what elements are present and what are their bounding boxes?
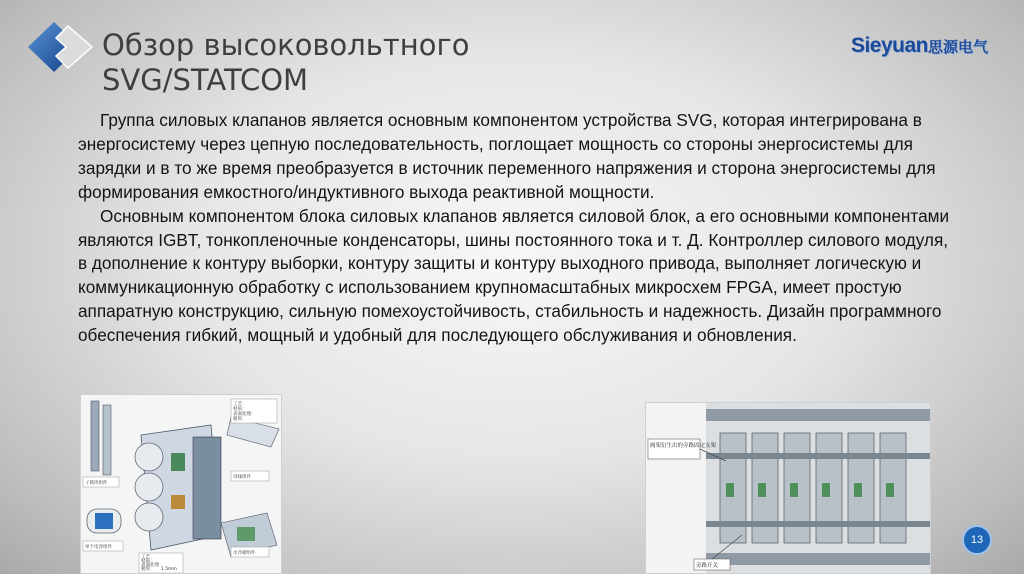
callout-bottom-1: 工艺： bbox=[141, 555, 155, 560]
power-module-drawing bbox=[81, 395, 281, 573]
slide-title bbox=[102, 28, 522, 98]
callout-top-right-2: 材质： bbox=[233, 407, 247, 412]
caption-mid-left: 子模块组件 bbox=[85, 481, 108, 486]
callout-bottom-2: 材质： bbox=[141, 559, 155, 564]
title-line-1: Обзор высоковольтного bbox=[102, 28, 470, 62]
title-line-2: SVG/STATCOM bbox=[102, 63, 309, 97]
callout-bypass-switch: 旁路开关 bbox=[696, 563, 719, 569]
paragraph-2: Основным компонентом блока силовых клапанов является силовой блок, а его основными компонентами являются IGBT, тонкопленочные конденсаторы, шины постоянного тока и т. Д. Контроллер силового модуля, в дополнение к контуру выборки, контуру защиты и контуру выходного привода, выполняет логическую и коммуникационную обработку с использованием крупномасштабных микросхем FPGA, имеет простую аппаратную конструкцию, сильную помехоустойчивость, стабильность и надежность. Дизайн программного обеспечения гибкий, мощный и удобный для последующего обслуживания и обновления. bbox=[78, 205, 950, 346]
caption-bottom-right: 水冷板组件 bbox=[233, 551, 256, 556]
slide-body bbox=[78, 109, 958, 348]
callout-top-right-3: 表面处理： bbox=[233, 412, 256, 417]
caption-bottom-left: 单个电容组件 bbox=[85, 545, 112, 550]
valve-rack-photo bbox=[645, 402, 931, 574]
callout-top-right-1: 工艺： bbox=[233, 402, 247, 407]
power-module-diagram bbox=[80, 394, 282, 574]
brand-latin: Sieyuan bbox=[850, 34, 928, 57]
callout-bottom-4: 板厚： bbox=[141, 567, 155, 572]
paragraph-1: Группа силовых клапанов является основным компонентом устройства SVG, которая интегрирована в энергосистему через цепную последовательность, поглощает мощность со стороны энергосистемы для зарядки и в то же время преобразуется в источник переменного напряжения и сторона энергосистемы для формирования емкостного/индуктивного выхода реактивной мощности. bbox=[78, 110, 936, 202]
brand-logo bbox=[851, 34, 988, 58]
caption-mid-right: 母线组件 bbox=[233, 475, 251, 480]
callout-top-right-4: 板厚： bbox=[233, 417, 247, 422]
valve-rack-drawing bbox=[646, 403, 930, 573]
callout-bottom-3: 表面处理： bbox=[141, 563, 164, 568]
brand-cn: 思源电气 bbox=[927, 39, 988, 56]
blue-diamond-logo-icon bbox=[26, 20, 96, 74]
callout-bypass-bracket: 阀架衍生出的旁路固定支架 bbox=[650, 443, 717, 449]
page-number-badge: 13 bbox=[962, 525, 992, 555]
thickness-value: 1.5mm bbox=[161, 567, 177, 572]
